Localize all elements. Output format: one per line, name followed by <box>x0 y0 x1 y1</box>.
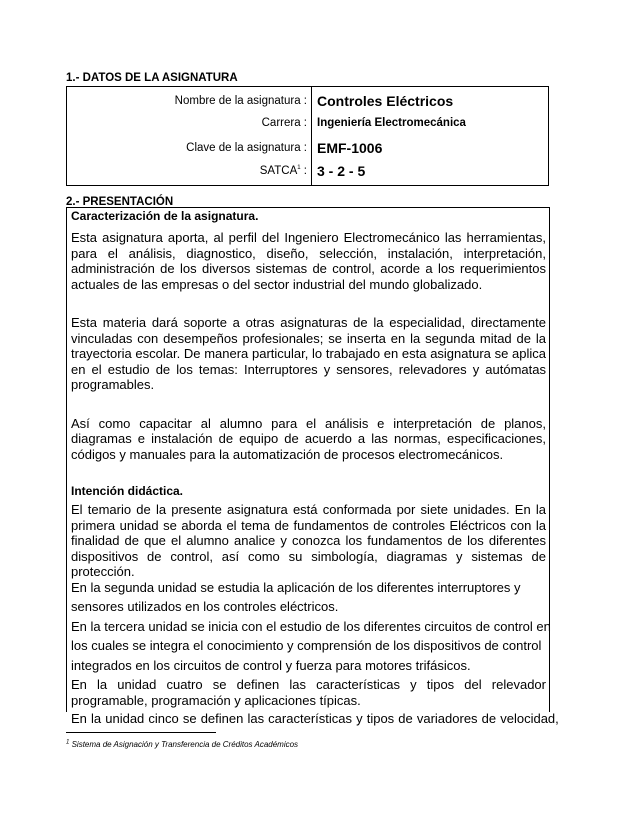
satca-label-text: SATCA <box>259 165 298 177</box>
didactic-intention-paragraph: El temario de la presente asignatura está conformada por siete unidades. En la primera unidad se aborda el tema de fundamentos de controles Eléctricos con la finalidad de que el alumno analice y conozca los fundamentos de los diferentes dispositivos de control, así como su simbología, diagramas y sistemas de protección. <box>71 502 546 579</box>
career-label: Carrera : <box>261 117 307 129</box>
unit-three-line-1: En la tercera unidad se inicia con el estudio de los diferentes circuitos de control en <box>71 618 551 634</box>
footnote-separator <box>66 732 216 733</box>
didactic-intention-heading: Intención didáctica. <box>71 484 184 498</box>
subject-name-value: Controles Eléctricos <box>317 93 454 109</box>
characterization-heading: Caracterización de la asignatura. <box>71 209 259 223</box>
unit-four-paragraph: En la unidad cuatro se definen las características y tipos del relevador programable, programación y aplicaciones típicas. <box>71 677 546 708</box>
satca-value: 3 - 2 - 5 <box>317 163 366 179</box>
footnote <box>66 740 298 749</box>
characterization-paragraph-3: Así como capacitar al alumno para el análisis e interpretación de planos, diagramas e instalación de equipo de acuerdo a las normas, especificaciones, códigos y manuales para la automatización de procesos electromecánicos. <box>71 415 546 462</box>
satca-footnote-ref: 1 <box>297 165 301 172</box>
subject-name-label: Nombre de la asignatura : <box>174 95 307 107</box>
unit-five-line: En la unidad cinco se definen las características y tipos de variadores de velocidad, <box>71 711 559 726</box>
table-row-satca <box>67 161 548 181</box>
unit-two-line-1: En la segunda unidad se estudia la aplicación de los diferentes interruptores y <box>71 579 521 595</box>
table-row-career <box>67 113 548 133</box>
footnote-text: Sistema de Asignación y Transferencia de Créditos Académicos <box>71 740 299 749</box>
subject-code-value: EMF-1006 <box>317 140 383 156</box>
unit-three-line-2: los cuales se integra el conocimiento y comprensión de los dispositivos de control <box>71 638 542 653</box>
footnote-marker: 1 <box>66 739 70 746</box>
characterization-paragraph-2: Esta materia dará soporte a otras asignaturas de la especialidad, directamente vinculadas con desempeños profesionales; se inserta en la segunda mitad de la trayectoria escolar. De manera particular, lo trabajado en esta asignatura se aplica en el estudio de los temas: Interruptores y sensores, relevadores y autómatas programables. <box>71 315 546 392</box>
table-row-subject-code <box>67 138 548 158</box>
satca-label <box>260 161 307 181</box>
characterization-paragraph-1: Esta asignatura aporta, al perfil del Ingeniero Electromecánico las herramientas, para el análisis, diagnostico, diseño, selección, instalación, interpretación, administración de los diversos sistemas de control, acorde a los requerimientos actuales de las empresas o del sector industrial del mundo globalizado. <box>71 230 546 292</box>
satca-label-colon: : <box>303 165 307 177</box>
section-2-title: 2.- PRESENTACIÓN <box>66 196 174 208</box>
table-row-subject-name <box>67 91 548 111</box>
unit-two-line-2: sensores utilizados en los controles eléctricos. <box>71 599 339 614</box>
unit-three-line-3: integrados en los circuitos de control y fuerza para motores trifásicos. <box>71 657 471 673</box>
subject-code-label: Clave de la asignatura : <box>186 142 307 154</box>
section-1-title: 1.- DATOS DE LA ASIGNATURA <box>66 72 238 84</box>
subject-data-table <box>66 86 549 186</box>
presentation-box <box>66 207 559 726</box>
career-value: Ingeniería Electromecánica <box>317 117 466 129</box>
